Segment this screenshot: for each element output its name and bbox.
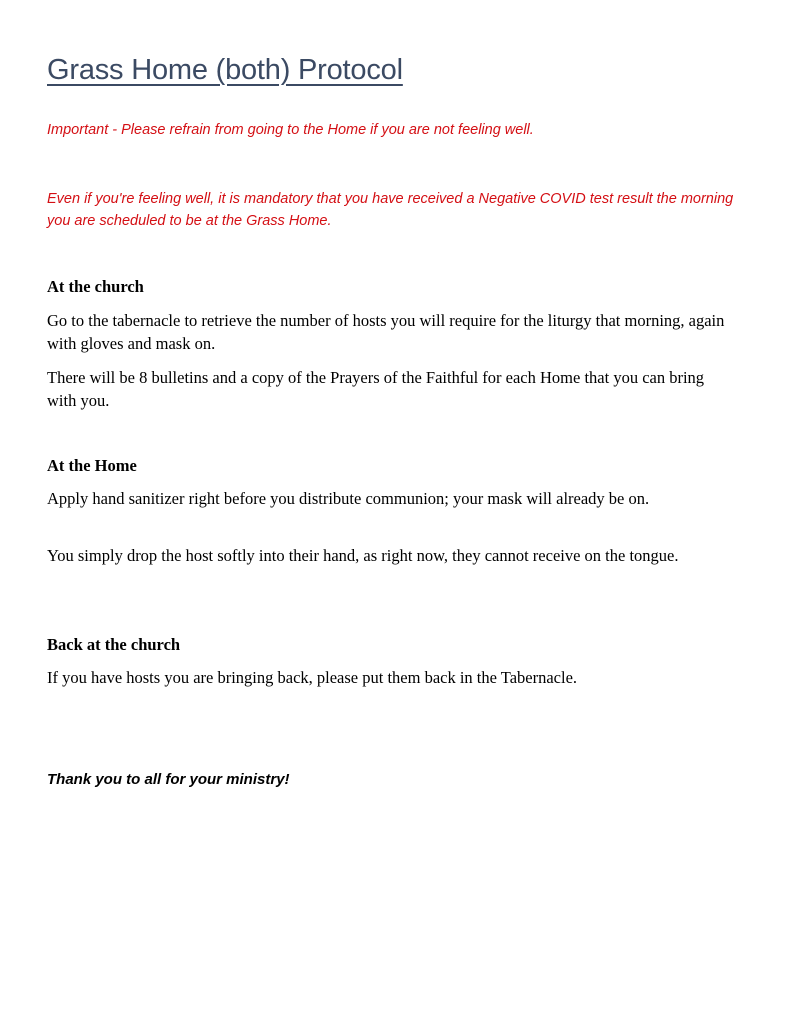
document-title: Grass Home (both) Protocol [47, 54, 403, 86]
paragraph-bulletins: There will be 8 bulletins and a copy of the Prayers of the Faithful for each Home that you can bring with you. [47, 368, 705, 410]
warning-not-feeling-well: Important - Please refrain from going to the Home if you are not feeling well. [47, 122, 534, 138]
paragraph-return-hosts: If you have hosts you are bringing back, please put them back in the Tabernacle. [47, 668, 578, 687]
paragraph-hand-sanitizer: Apply hand sanitizer right before you distribute communion; your mask will already be on. [47, 489, 650, 508]
closing-thank-you: Thank you to all for your ministry! [47, 771, 290, 788]
warning-negative-covid-test: Even if you're feeling well, it is mandatory that you have received a Negative COVID test result the morning you are scheduled to be at the Grass Home. [47, 191, 734, 229]
section-heading-back-at-the-church: Back at the church [47, 635, 181, 654]
paragraph-drop-host: You simply drop the host softly into their hand, as right now, they cannot receive on the tongue. [47, 546, 679, 565]
paragraph-retrieve-hosts: Go to the tabernacle to retrieve the number of hosts you will require for the liturgy that morning, again with gloves and mask on. [47, 311, 725, 353]
section-heading-at-the-church: At the church [47, 277, 144, 296]
section-heading-at-the-home: At the Home [47, 456, 137, 475]
